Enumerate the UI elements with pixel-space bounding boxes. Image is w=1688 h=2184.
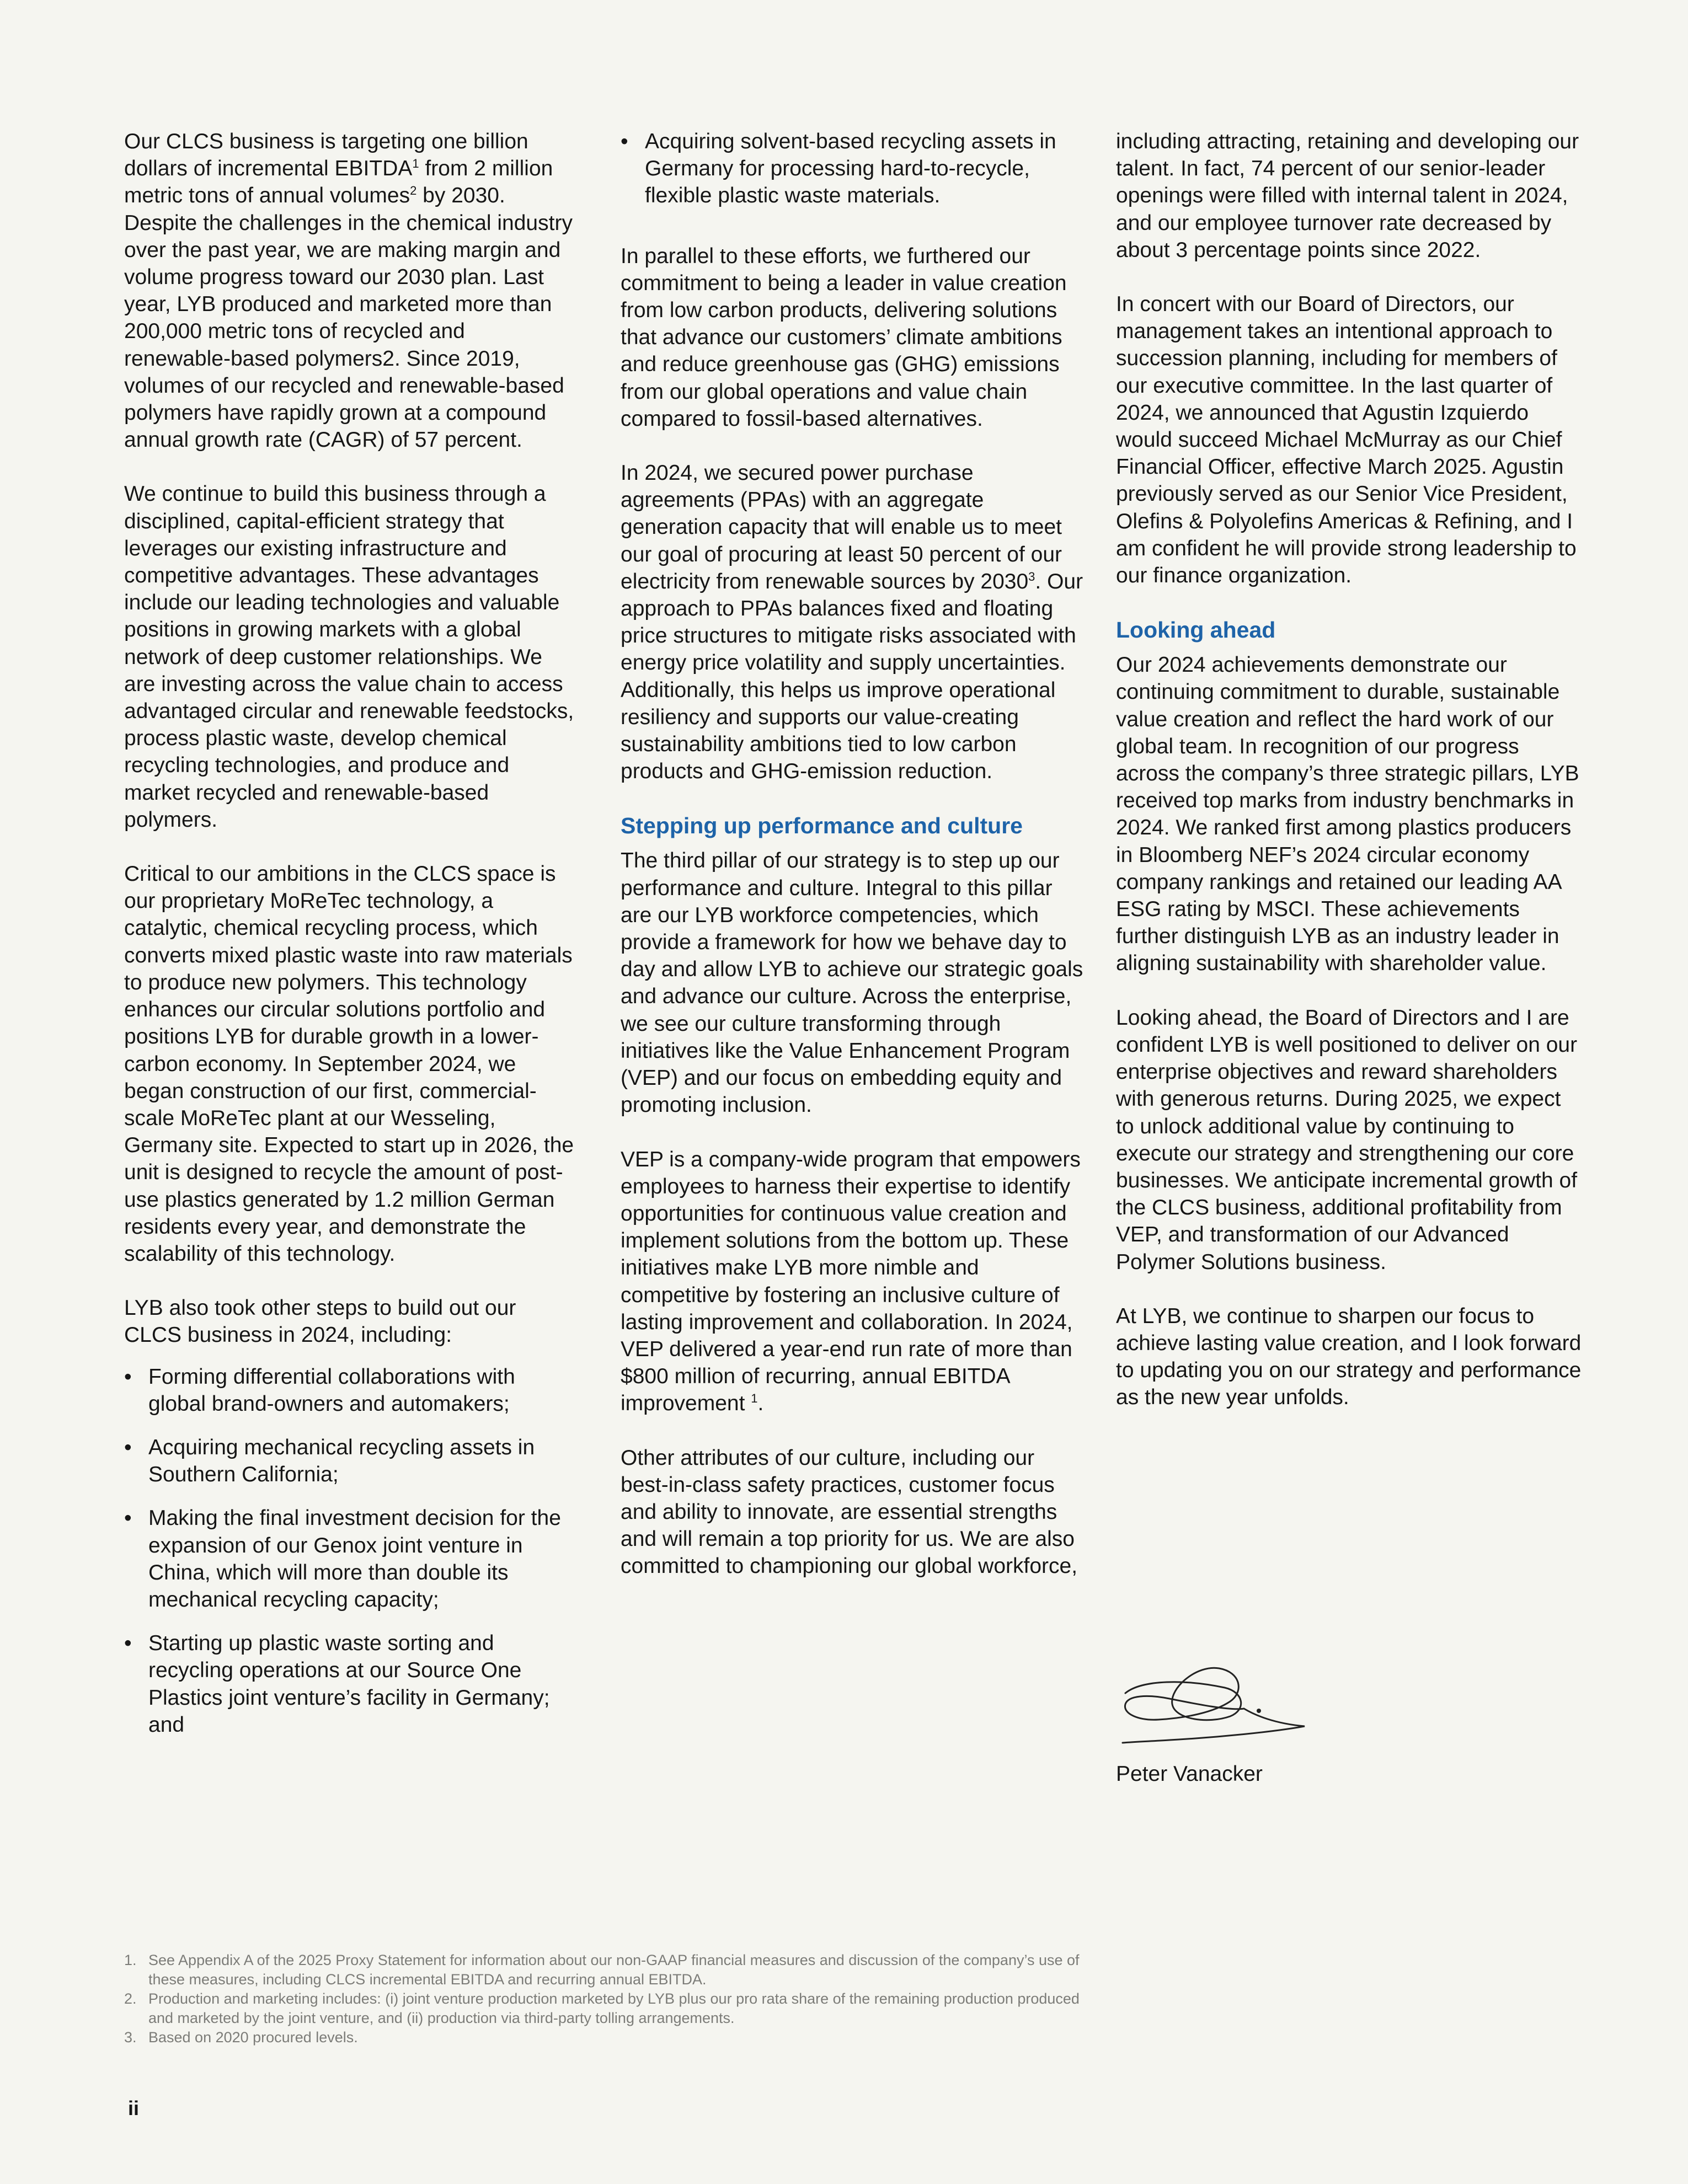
paragraph-low-carbon: In parallel to these efforts, we furthered our commitment to being a leader in value creation from low carbon products, delivering solutions that advance our customers’ climate ambitions and reduce greenhouse gas (GHG) emissions from our global operations and value chain compared to fossil-based alternatives. xyxy=(621,244,1067,431)
footnote xyxy=(124,1989,1095,2028)
paragraph-strategy: We continue to build this business through a disciplined, capital-efficient strategy that leverages our existing infrastructure and competitive advantages. These advantages include our leading technologies and valuable positions in growing markets with a global network of deep customer relationships. We are investing across the value chain to access advantaged circular and renewable feedstocks, process plastic waste, develop chemical recycling technologies, and produce and market recycled and renewable-based polymers. xyxy=(124,482,574,832)
column-1 xyxy=(124,128,576,1755)
list-item: • Making the final investment decision for the expansion of our Genox joint venture in China, which will more than double its mechanical recycling capacity; xyxy=(124,1505,576,1613)
paragraph-clcs-target: Our CLCS business is targeting one billion dollars of incremental EBITDA$^1$ from 2 million metric tons of annual volumes$^2$ by 2030. Despite the challenges in the chemical industry over the past year, we are making margin and volume progress toward our 2030 plan. Last year, LYB produced and marketed more than 200,000 metric tons of recycled and renewable-based polymers2. Since 2019, volumes of our recycled and renewable-based polymers have rapidly grown at a compound annual growth rate (CAGR) of 57 percent. xyxy=(124,130,573,452)
footnotes xyxy=(124,1951,1095,2047)
paragraph-other-steps: LYB also took other steps to build out our CLCS business in 2024, including: xyxy=(124,1296,516,1347)
paragraph-ppa: In 2024, we secured power purchase agreements (PPAs) with an aggregate generation capacity that will enable us to meet our goal of procuring at least 50 percent of our electricity from renewable sources by 2030$^3$. Our approach to PPAs balances fixed and floating price structures to mitigate risks associated with energy price volatility and supply uncertainties. Additionally, this helps us improve operational resiliency and supports our value-creating sustainability ambitions tied to low carbon products and GHG-emission reduction. xyxy=(621,461,1083,784)
paragraph-moretec: Critical to our ambitions in the CLCS space is our proprietary MoReTec technology, a catalytic, chemical recycling process, which converts mixed plastic waste into raw materials to produce new polymers. This technology enhances our circular solutions portfolio and positions LYB for durable growth in a lower-carbon economy. In September 2024, we began construction of our first, commercial-scale MoReTec plant at our Wesseling, Germany site. Expected to start up in 2026, the unit is designed to recycle the amount of post-use plastics generated by 1.2 million German residents every year, and demonstrate the scalability of this technology. xyxy=(124,862,574,1266)
footnote xyxy=(124,2028,1095,2047)
heading-looking-ahead: Looking ahead xyxy=(1116,617,1276,643)
list-item: • Forming differential collaborations with global brand-owners and automakers; xyxy=(124,1363,576,1417)
clcs-steps-list-continued xyxy=(621,128,1084,210)
footnote xyxy=(124,1951,1095,1989)
signature-name: Peter Vanacker xyxy=(1116,1762,1263,1786)
clcs-steps-list xyxy=(124,1363,576,1738)
footnote-text: Production and marketing includes: (i) joint venture production marketed by LYB plus our pro rata share of the remaining production produced and marketed by the joint venture, and (ii) production via third-party tolling arrangements. xyxy=(148,1990,1080,2026)
paragraph-third-pillar: The third pillar of our strategy is to step up our performance and culture. Integral to this pillar are our LYB workforce competencies, which provide a framework for how we behave day to day and allow LYB to achieve our strategic goals and advance our culture. Across the enterprise, we see our culture transforming through initiatives like the Value Enhancement Program (VEP) and our focus on embedding equity and promoting inclusion. xyxy=(621,849,1083,1117)
paragraph-culture-attributes: Other attributes of our culture, including our best-in-class safety practices, customer focus and ability to innovate, are essential strengths and will remain a top priority for us. We are also committed to championing our global workforce, xyxy=(621,1446,1078,1578)
footnote-number: 2. xyxy=(124,1990,137,2007)
footnote-ref-1b[interactable]: 1 xyxy=(751,1391,758,1406)
paragraph-outlook: Looking ahead, the Board of Directors and I are confident LYB is well positioned to deliver on our enterprise objectives and reward shareholders with generous returns. During 2025, we expect to unlock additional value by continuing to execute our strategy and strengthening our core businesses. We anticipate incremental growth of the CLCS business, additional profitability from VEP, and transformation of our Advanced Polymer Solutions business. xyxy=(1116,1005,1578,1274)
column-3 xyxy=(1116,128,1582,1438)
paragraph-vep: VEP is a company-wide program that empowers employees to harness their expertise to identify opportunities for continuous value creation and implement solutions from the bottom up. These initiatives make LYB more nimble and competitive by fostering an inclusive culture of lasting improvement and collaboration. In 2024, VEP delivered a year-end run rate of more than $800 million of recurring, annual EBITDA improvement $^1$. xyxy=(621,1147,1081,1416)
column-2 xyxy=(621,128,1084,1607)
signature-image xyxy=(1109,1649,1313,1748)
footnote-ref-3[interactable]: 3 xyxy=(1028,569,1035,584)
list-item: • Acquiring mechanical recycling assets in Southern California; xyxy=(124,1434,576,1488)
footnote-ref-2[interactable]: 2 xyxy=(410,184,417,198)
paragraph-achievements: Our 2024 achievements demonstrate our continuing commitment to durable, sustainable value creation and reflect the hard work of our global team. In recognition of our progress across the company’s three strategic pillars, LYB received top marks from industry benchmarks in 2024. We ranked first among plastics producers in Bloomberg NEF’s 2024 circular economy company rankings and retained our leading AA ESG rating by MSCI. These achievements further distinguish LYB as an industry leader in aligning sustainability with shareholder value. xyxy=(1116,653,1579,976)
footnote-number: 1. xyxy=(124,1952,137,1968)
footnote-text: Based on 2020 procured levels. xyxy=(148,2029,358,2046)
page-number: ii xyxy=(128,2097,140,2119)
footnote-number: 3. xyxy=(124,2029,137,2046)
paragraph-talent: including attracting, retaining and developing our talent. In fact, 74 percent of our senior-leader openings were filled with internal talent in 2024, and our employee turnover rate decreased by about 3 percentage points since 2022. xyxy=(1116,130,1579,262)
heading-performance-culture: Stepping up performance and culture xyxy=(621,813,1023,839)
paragraph-closing: At LYB, we continue to sharpen our focus to achieve lasting value creation, and I look forward to updating you on our strategy and performance as the new year unfolds. xyxy=(1116,1304,1582,1410)
list-item: • Acquiring solvent-based recycling assets in Germany for processing hard-to-recycle, flexible plastic waste materials. xyxy=(621,128,1084,210)
footnote-text: See Appendix A of the 2025 Proxy Statement for information about our non-GAAP financial measures and discussion of the company’s use of these measures, including CLCS incremental EBITDA and recurring annual EBITDA. xyxy=(148,1952,1080,1988)
list-item: • Starting up plastic waste sorting and recycling operations at our Source One Plastics joint venture’s facility in Germany; and xyxy=(124,1630,576,1738)
footnote-ref-1[interactable]: 1 xyxy=(412,157,419,171)
paragraph-succession: In concert with our Board of Directors, our management takes an intentional approach to succession planning, including for members of our executive committee. In the last quarter of 2024, we announced that Agustin Izquierdo would succeed Michael McMurray as our Chief Financial Officer, effective March 2025. Agustin previously served as our Senior Vice President, Olefins & Polyolefins Americas & Refining, and I am confident he will provide strong leadership to our finance organization. xyxy=(1116,292,1577,588)
